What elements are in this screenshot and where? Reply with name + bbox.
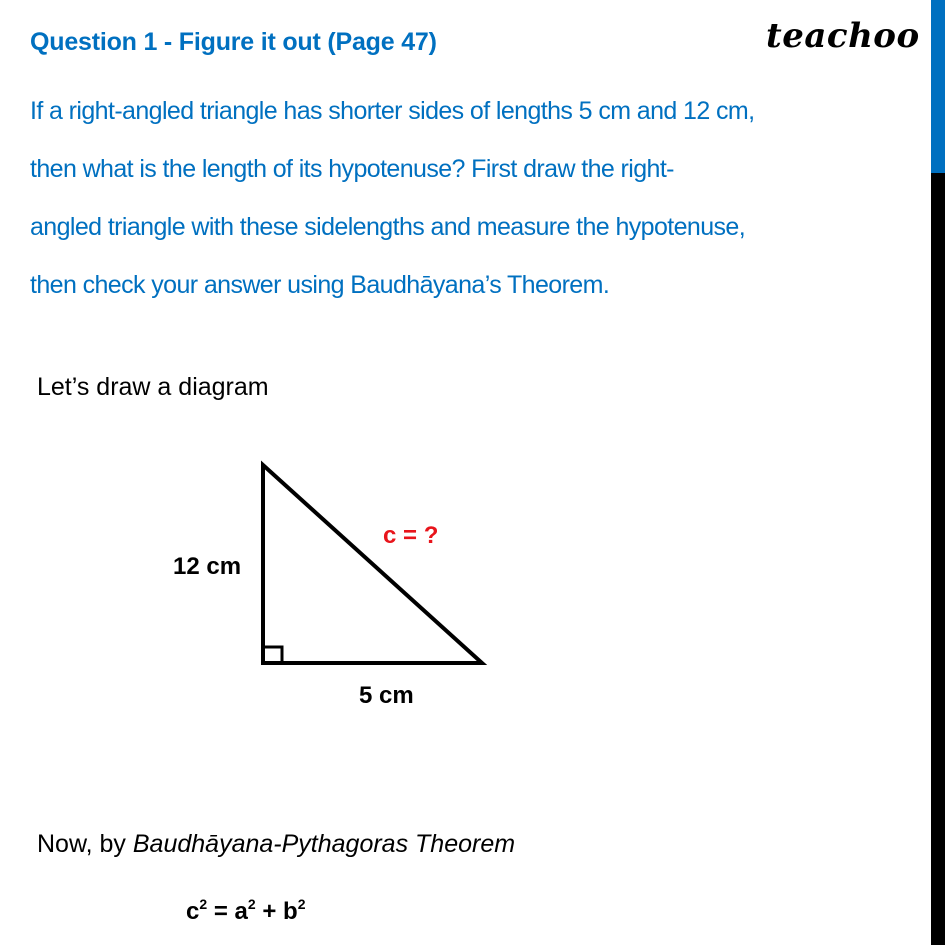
horizontal-side-label: 5 cm [359,682,414,709]
eq-b: b [283,898,298,925]
question-text [30,82,930,314]
teachoo-logo: teachoo [766,16,920,56]
question-line: then what is the length of its hypotenuse? First draw the right- [30,155,674,183]
eq-c: c [186,898,200,925]
question-line: angled triangle with these sidelengths and measure the hypotenuse, [30,213,746,241]
triangle-shape [263,465,482,663]
diagram-intro: Let’s draw a diagram [37,373,269,401]
side-accent-bar-blue [931,0,945,173]
vertical-side-label: 12 cm [173,553,242,580]
right-angle-marker [263,647,282,663]
theorem-statement [37,830,515,859]
theorem-prefix: Now, by [37,830,133,858]
eq-exp: 2 [247,896,256,912]
eq-plus: + [255,898,284,925]
hypotenuse-label: c = ? [383,522,439,549]
question-title: Question 1 - Figure it out (Page 47) [30,28,437,56]
pythagoras-equation [186,896,306,926]
eq-equals: = [207,898,235,925]
question-line: If a right-angled triangle has shorter sides of lengths 5 cm and 12 cm, [30,97,755,125]
eq-exp: 2 [297,896,306,912]
side-accent-bar-black [931,173,945,945]
eq-a: a [234,898,248,925]
eq-exp: 2 [199,896,208,912]
question-line: then check your answer using Baudhāyana’s Theorem. [30,271,610,299]
theorem-name: Baudhāyana-Pythagoras Theorem [132,830,516,858]
